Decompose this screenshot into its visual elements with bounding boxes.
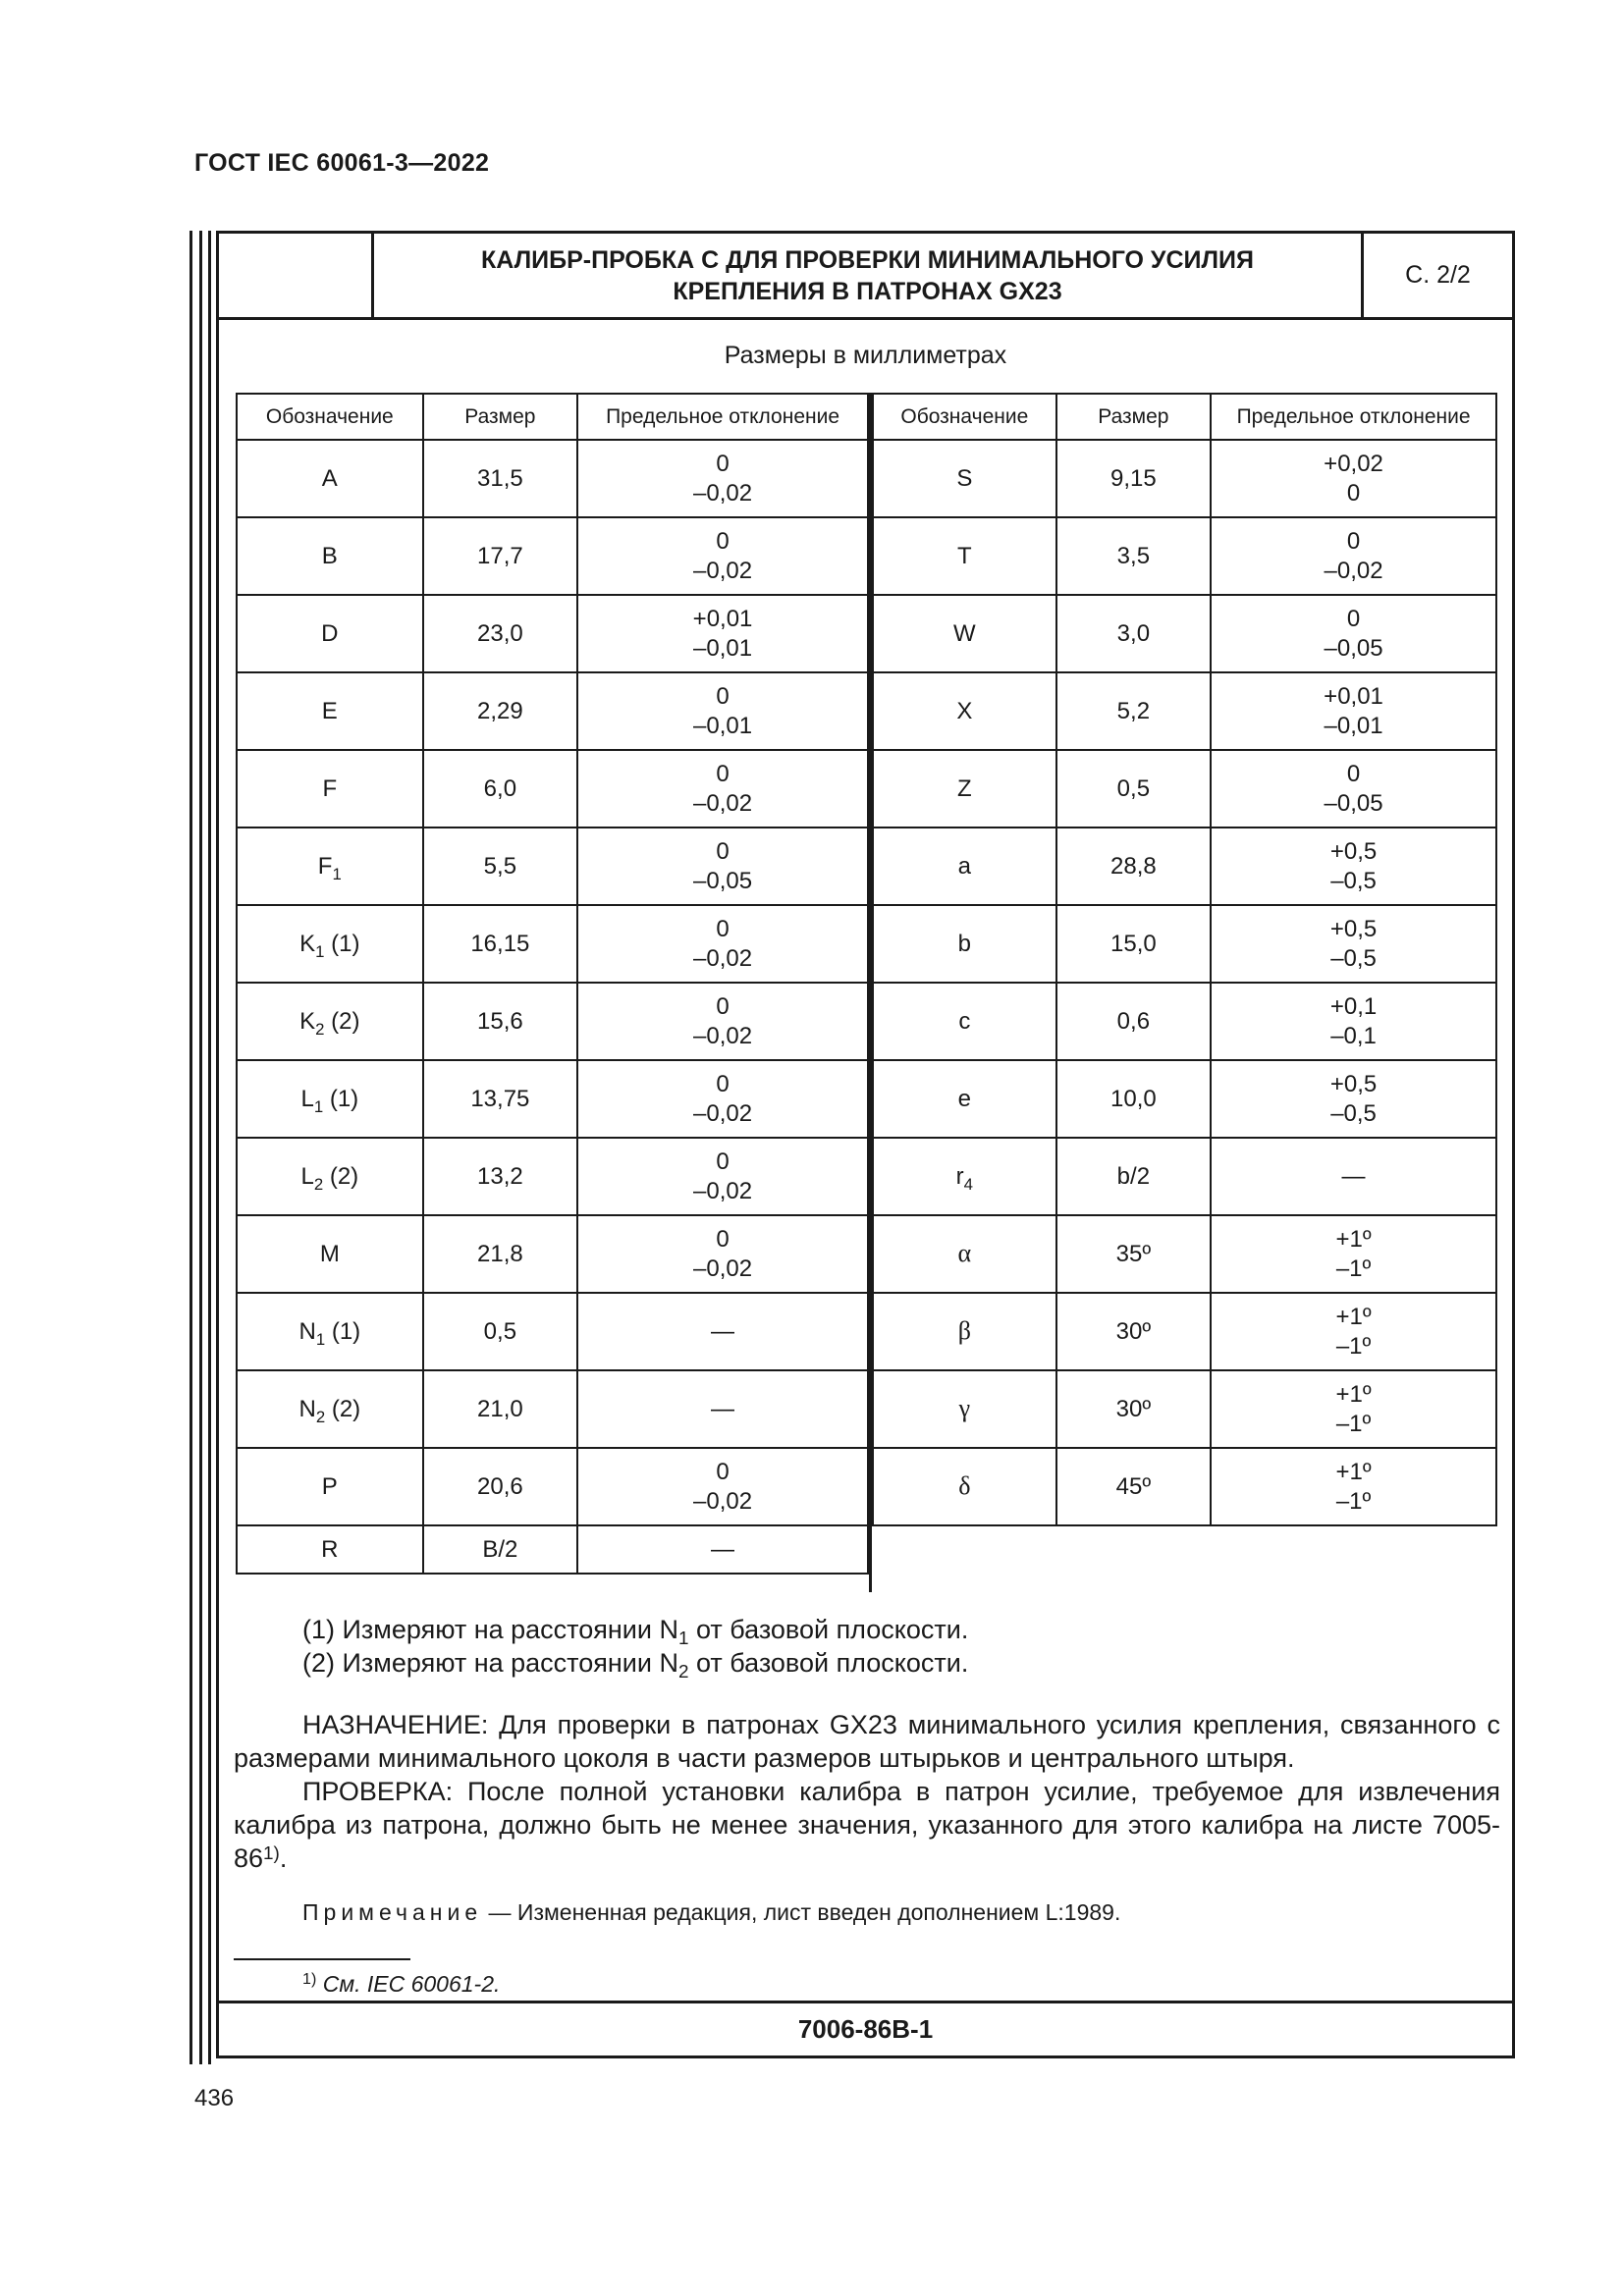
table-row: [873, 672, 1496, 750]
tolerance-cell: [1211, 1448, 1496, 1525]
size-cell: 23,0: [423, 595, 577, 672]
sheet-number: С. 2/2: [1361, 234, 1512, 317]
units-caption: Размеры в миллиметрах: [724, 342, 1007, 369]
tolerance-lower: –0,5: [1330, 944, 1377, 972]
table-row: [237, 1060, 868, 1138]
size-cell: 3,5: [1056, 517, 1211, 595]
tolerance-upper: +1º: [1335, 1380, 1372, 1408]
size-cell: 13,75: [423, 1060, 577, 1138]
tolerance-upper: 0: [716, 450, 730, 477]
size-cell: 5,5: [423, 828, 577, 905]
designation-cell: M: [237, 1215, 423, 1293]
tolerance-lower: –0,05: [1324, 634, 1383, 662]
designation-cell: α: [873, 1215, 1056, 1293]
designation-cell: E: [237, 672, 423, 750]
tolerance-cell: [1211, 672, 1496, 750]
sheet-title-line2: КРЕПЛЕНИЯ В ПАТРОНАХ GX23: [673, 277, 1062, 305]
check-paragraph: ПРОВЕРКА: После полной установки калибра в патрон усилие, требуемое для извлечения калибра из патрона, должно быть не менее значения, указанного для этого калибра на листе 7005-86$^{1)}$.: [234, 1777, 1500, 1873]
table-row: [873, 750, 1496, 828]
tolerance-lower: –0,02: [693, 1099, 753, 1127]
tolerance-lower: –0,02: [693, 1177, 753, 1204]
designation-cell: $r_4$: [873, 1138, 1056, 1215]
tolerance-cell: [1211, 750, 1496, 828]
tolerance-lower: –0,1: [1330, 1022, 1377, 1049]
designation-cell: $L_2$ (2): [237, 1138, 423, 1215]
header-tolerance: Предельное отклонение: [1211, 394, 1496, 440]
tolerance-lower: –0,01: [1324, 712, 1383, 739]
size-cell: 15,6: [423, 983, 577, 1060]
designation-cell: c: [873, 983, 1056, 1060]
table-row: [237, 1370, 868, 1448]
tolerance-cell: [577, 1525, 868, 1574]
tolerance-lower: –0,01: [693, 712, 753, 739]
tolerance-cell: [577, 1448, 868, 1525]
table-row: [873, 1448, 1496, 1525]
tolerance-cell: [1211, 440, 1496, 517]
tolerance-upper: +0,5: [1329, 1070, 1378, 1097]
tolerance-cell: [1211, 595, 1496, 672]
tolerance-cell: [1211, 983, 1496, 1060]
tolerance-cell: [1211, 517, 1496, 595]
header-size: Размер: [423, 394, 577, 440]
table-row: [237, 1525, 868, 1574]
tolerance-upper: 0: [716, 527, 730, 555]
remark-text: — Измененная редакция, лист введен дополнением L:1989.: [482, 1899, 1121, 1925]
tolerance-upper: —: [711, 1535, 735, 1563]
designation-cell: B: [237, 517, 423, 595]
size-cell: 3,0: [1056, 595, 1211, 672]
tolerance-upper: 0: [716, 1148, 730, 1175]
purpose-paragraph: НАЗНАЧЕНИЕ: Для проверки в патронах GX23 минимального усилия крепления, связанного с размерами минимального цоколя в части размеров штырьков и центрального штыря.: [234, 1710, 1500, 1773]
header-designation: Обозначение: [873, 394, 1056, 440]
size-cell: B/2: [423, 1525, 577, 1574]
remark: [302, 1899, 1120, 1926]
size-cell: 30º: [1056, 1293, 1211, 1370]
title-empty-cell: [219, 234, 374, 317]
table-row: [873, 905, 1496, 983]
measurement-notes: [302, 1613, 968, 1680]
table-row: [237, 1448, 868, 1525]
size-cell: 16,15: [423, 905, 577, 983]
tolerance-lower: –0,02: [693, 557, 753, 584]
tolerance-upper: 0: [1346, 527, 1361, 555]
designation-cell: δ: [873, 1448, 1056, 1525]
size-cell: 31,5: [423, 440, 577, 517]
designation-cell: Z: [873, 750, 1056, 828]
tolerance-lower: –0,02: [693, 1022, 753, 1049]
tolerance-lower: 0: [1346, 479, 1361, 507]
table-row: [873, 517, 1496, 595]
tolerance-lower: –0,05: [693, 867, 753, 894]
tolerance-cell: [1211, 1138, 1496, 1215]
margin-line-middle: [199, 231, 202, 2064]
table-row: [873, 828, 1496, 905]
dimensions-table-left: [236, 393, 869, 1575]
size-cell: 21,0: [423, 1370, 577, 1448]
title-row: [219, 234, 1512, 320]
header-size: Размер: [1056, 394, 1211, 440]
tolerance-cell: [577, 1060, 868, 1138]
tolerance-upper: —: [1341, 1162, 1366, 1190]
table-row: [237, 1215, 868, 1293]
table-row: [873, 983, 1496, 1060]
tolerance-lower: –0,02: [693, 479, 753, 507]
table-row: [873, 440, 1496, 517]
tolerance-upper: 0: [716, 915, 730, 942]
tolerance-cell: [1211, 1370, 1496, 1448]
table-row: [237, 517, 868, 595]
size-cell: 28,8: [1056, 828, 1211, 905]
sheet-title: [374, 234, 1361, 317]
table-row: [873, 1060, 1496, 1138]
designation-cell: $F_1$: [237, 828, 423, 905]
size-cell: 2,29: [423, 672, 577, 750]
table-row: [873, 1293, 1496, 1370]
page-number: 436: [194, 2085, 235, 2111]
size-cell: 0,5: [423, 1293, 577, 1370]
tolerance-upper: 0: [716, 760, 730, 787]
tolerance-upper: +0,5: [1329, 837, 1378, 865]
tolerance-lower: –0,02: [1324, 557, 1383, 584]
designation-cell: $N_2$ (2): [237, 1370, 423, 1448]
designation-cell: b: [873, 905, 1056, 983]
size-cell: 13,2: [423, 1138, 577, 1215]
designation-cell: S: [873, 440, 1056, 517]
table-header-row: [237, 394, 868, 440]
footnote-ref: 1): [263, 1843, 280, 1864]
size-cell: 30º: [1056, 1370, 1211, 1448]
tolerance-lower: –1º: [1335, 1255, 1372, 1282]
table-row: [873, 1138, 1496, 1215]
tolerance-lower: –0,02: [693, 789, 753, 817]
designation-cell: γ: [873, 1370, 1056, 1448]
designation-cell: $K_1$ (1): [237, 905, 423, 983]
tolerance-upper: 0: [1346, 760, 1361, 787]
table-row: [237, 595, 868, 672]
note-1: (1) Измеряют на расстоянии $N_1$ от базовой плоскости.: [302, 1615, 969, 1649]
designation-cell: P: [237, 1448, 423, 1525]
table-row: [237, 983, 868, 1060]
tolerance-cell: [577, 1138, 868, 1215]
tolerance-lower: –1º: [1335, 1487, 1372, 1515]
designation-cell: $L_1$ (1): [237, 1060, 423, 1138]
size-cell: 5,2: [1056, 672, 1211, 750]
designation-cell: A: [237, 440, 423, 517]
designation-cell: X: [873, 672, 1056, 750]
tolerance-cell: [577, 672, 868, 750]
size-cell: 15,0: [1056, 905, 1211, 983]
designation-cell: F: [237, 750, 423, 828]
sheet-code: 7006-86B-1: [219, 2001, 1512, 2056]
designation-cell: T: [873, 517, 1056, 595]
size-cell: 17,7: [423, 517, 577, 595]
tolerance-lower: –0,02: [693, 1255, 753, 1282]
margin-lines: [189, 231, 211, 2064]
footnote: $^{1)}$ См. IEC 60061-2.: [302, 1970, 501, 1997]
designation-cell: D: [237, 595, 423, 672]
tolerance-upper: +0,5: [1329, 915, 1378, 942]
table-row: [873, 1370, 1496, 1448]
designation-cell: β: [873, 1293, 1056, 1370]
size-cell: 21,8: [423, 1215, 577, 1293]
designation-cell: e: [873, 1060, 1056, 1138]
tolerance-upper: +0,1: [1329, 992, 1378, 1020]
designation-cell: a: [873, 828, 1056, 905]
document-header: ГОСТ IEC 60061-3—2022: [194, 149, 490, 177]
tolerance-lower: –0,02: [693, 944, 753, 972]
note-2: (2) Измеряют на расстоянии $N_2$ от базовой плоскости.: [302, 1648, 969, 1682]
left-table-body: [237, 440, 868, 1574]
tolerance-upper: 0: [716, 837, 730, 865]
tolerance-cell: [577, 750, 868, 828]
table-row: [237, 828, 868, 905]
tolerance-lower: –0,5: [1330, 1099, 1377, 1127]
tolerance-cell: [577, 1215, 868, 1293]
table-row: [237, 750, 868, 828]
dimensions-table-right: [872, 393, 1497, 1526]
designation-cell: $K_2$ (2): [237, 983, 423, 1060]
tolerance-cell: [1211, 1293, 1496, 1370]
tolerance-upper: —: [711, 1395, 735, 1422]
tolerance-upper: 0: [716, 1070, 730, 1097]
tolerance-upper: 0: [716, 1225, 730, 1253]
tolerance-upper: 0: [1346, 605, 1361, 632]
tolerance-cell: [577, 983, 868, 1060]
size-cell: 9,15: [1056, 440, 1211, 517]
designation-cell: R: [237, 1525, 423, 1574]
tolerance-upper: +0,01: [1324, 682, 1383, 710]
header-designation: Обозначение: [237, 394, 423, 440]
size-cell: 0,6: [1056, 983, 1211, 1060]
tolerance-upper: 0: [716, 1458, 730, 1485]
table-row: [237, 1138, 868, 1215]
header-tolerance: Предельное отклонение: [577, 394, 868, 440]
tolerance-upper: 0: [716, 992, 730, 1020]
tolerance-upper: 0: [716, 682, 730, 710]
table-row: [237, 440, 868, 517]
tolerance-cell: [577, 828, 868, 905]
right-table-body: [873, 440, 1496, 1525]
sheet-title-line1: КАЛИБР-ПРОБКА С ДЛЯ ПРОВЕРКИ МИНИМАЛЬНОГО УСИЛИЯ: [481, 245, 1254, 274]
tolerance-upper: +1º: [1335, 1458, 1372, 1485]
tolerance-cell: [577, 1370, 868, 1448]
tolerance-cell: [577, 440, 868, 517]
tolerance-cell: [577, 1293, 868, 1370]
remark-label: Примечание: [302, 1899, 483, 1925]
tolerance-lower: –0,02: [693, 1487, 753, 1515]
table-row: [237, 905, 868, 983]
footnote-separator: [234, 1958, 410, 1960]
table-row: [873, 595, 1496, 672]
table-row: [237, 672, 868, 750]
tolerance-cell: [577, 517, 868, 595]
size-cell: 0,5: [1056, 750, 1211, 828]
tolerance-cell: [1211, 1215, 1496, 1293]
tolerance-lower: –0,01: [693, 634, 753, 662]
size-cell: b/2: [1056, 1138, 1211, 1215]
tolerance-lower: –0,5: [1330, 867, 1377, 894]
tolerance-lower: –1º: [1335, 1410, 1372, 1437]
size-cell: 6,0: [423, 750, 577, 828]
tolerance-upper: +0,02: [1324, 450, 1383, 477]
tolerance-cell: [577, 595, 868, 672]
size-cell: 45º: [1056, 1448, 1211, 1525]
tolerance-upper: —: [711, 1317, 735, 1345]
tolerance-cell: [577, 905, 868, 983]
tolerance-lower: –1º: [1335, 1332, 1372, 1360]
tolerance-cell: [1211, 905, 1496, 983]
designation-cell: $N_1$ (1): [237, 1293, 423, 1370]
size-cell: 35º: [1056, 1215, 1211, 1293]
tolerance-cell: [1211, 1060, 1496, 1138]
size-cell: 20,6: [423, 1448, 577, 1525]
tolerance-cell: [1211, 828, 1496, 905]
table-row: [873, 1215, 1496, 1293]
tolerance-upper: +1º: [1335, 1225, 1372, 1253]
tolerance-lower: –0,05: [1324, 789, 1383, 817]
tolerance-upper: +0,01: [692, 605, 753, 632]
table-row: [237, 1293, 868, 1370]
size-cell: 10,0: [1056, 1060, 1211, 1138]
tolerance-upper: +1º: [1335, 1303, 1372, 1330]
designation-cell: W: [873, 595, 1056, 672]
table-header-row: [873, 394, 1496, 440]
